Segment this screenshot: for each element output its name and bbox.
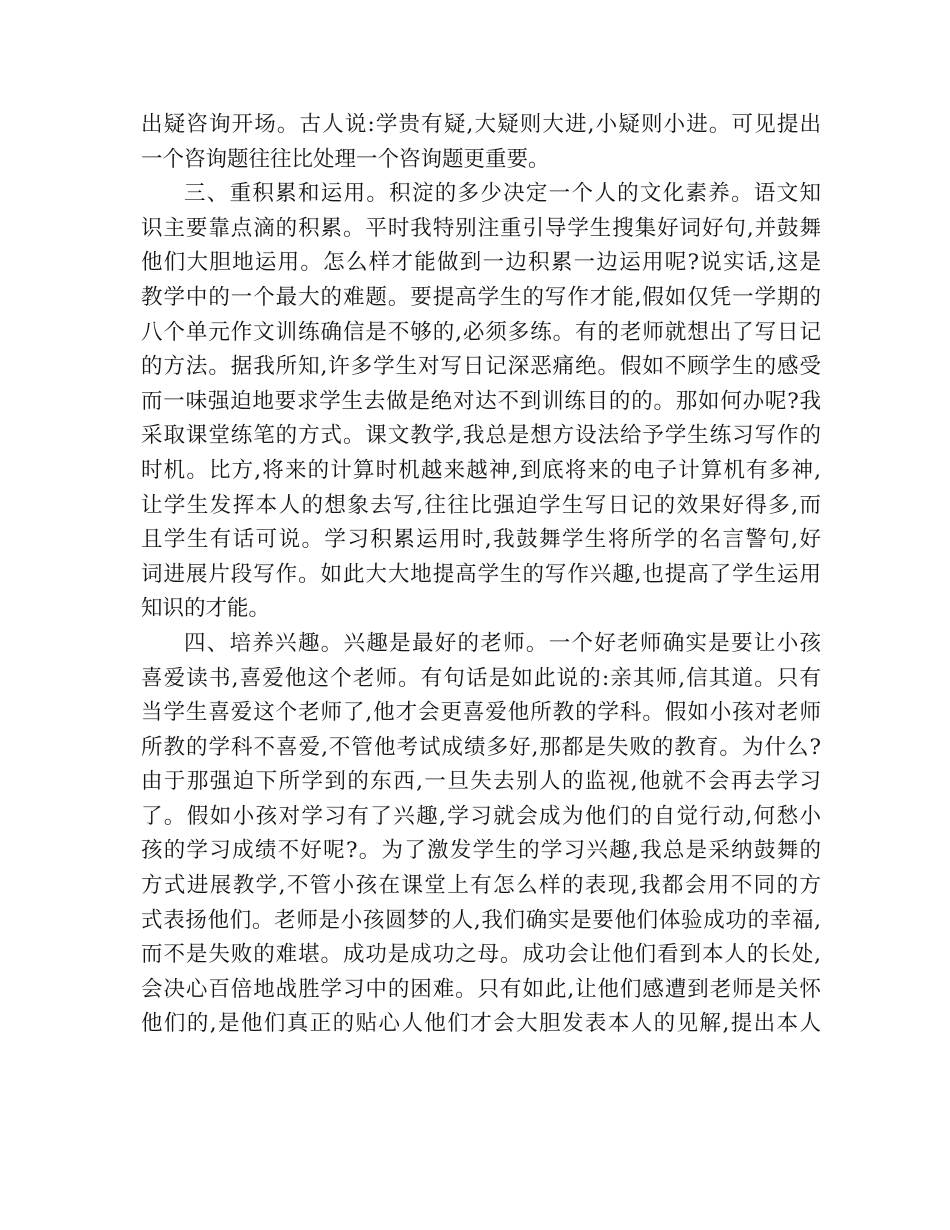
text-line: 方式进展教学,不管小孩在课堂上有怎么样的表现,我都会用不同的方	[141, 873, 821, 899]
text-line: 而不是失败的难堪。成功是成功之母。成功会让他们看到本人的长处,	[141, 942, 821, 968]
text-line: 知识的才能。	[141, 596, 271, 622]
paragraph-first-line: 四、培养兴趣。兴趣是最好的老师。一个好老师确实是要让小孩	[184, 630, 821, 656]
text-line: 且学生有话可说。学习积累运用时,我鼓舞学生将所学的名言警句,好	[141, 527, 821, 553]
text-line: 会决心百倍地战胜学习中的困难。只有如此,让他们感遭到老师是关怀	[141, 976, 821, 1002]
text-line: 他们大胆地运用。怎么样才能做到一边积累一边运用呢?说实话,这是	[141, 250, 821, 276]
text-line: 一个咨询题往往比处理一个咨询题更重要。	[141, 146, 550, 172]
text-line: 出疑咨询开场。古人说:学贵有疑,大疑则大进,小疑则小进。可见提出	[141, 112, 821, 137]
text-line: 喜爱读书,喜爱他这个老师。有句话是如此说的:亲其师,信其道。只有	[141, 665, 821, 691]
text-line: 的方法。据我所知,许多学生对写日记深恶痛绝。假如不顾学生的感受	[141, 354, 821, 380]
text-line: 式表扬他们。老师是小孩圆梦的人,我们确实是要他们体验成功的幸福,	[141, 907, 821, 933]
text-line: 了。假如小孩对学习有了兴趣,学习就会成为他们的自觉行动,何愁小	[141, 803, 821, 829]
text-line: 而一味强迫地要求学生去做是绝对达不到训练目的的。那如何办呢?我	[141, 388, 821, 414]
text-line: 识主要靠点滴的积累。平时我特别注重引导学生搜集好词好句,并鼓舞	[141, 215, 821, 241]
text-line: 采取课堂练笔的方式。课文教学,我总是想方设法给予学生练习写作的	[141, 423, 821, 449]
paragraph-first-line: 三、重积累和运用。积淀的多少决定一个人的文化素养。语文知	[184, 181, 821, 207]
text-line: 孩的学习成绩不好呢?。为了激发学生的学习兴趣,我总是采纳鼓舞的	[141, 838, 821, 864]
text-line: 教学中的一个最大的难题。要提高学生的写作才能,假如仅凭一学期的	[141, 284, 821, 310]
text-line: 让学生发挥本人的想象去写,往往比强迫学生写日记的效果好得多,而	[141, 492, 821, 518]
text-line: 他们的,是他们真正的贴心人他们才会大胆发表本人的见解,提出本人	[141, 1011, 821, 1037]
body-text	[141, 108, 821, 1042]
text-line: 所教的学科不喜爱,不管他考试成绩多好,那都是失败的教育。为什么?	[141, 734, 821, 760]
text-line: 词进展片段写作。如此大大地提高学生的写作兴趣,也提高了学生运用	[141, 561, 821, 587]
text-line: 当学生喜爱这个老师了,他才会更喜爱他所教的学科。假如小孩对老师	[141, 700, 821, 726]
text-line: 由于那强迫下所学到的东西,一旦失去别人的监视,他就不会再去学习	[141, 769, 821, 795]
text-line: 时机。比方,将来的计算时机越来越神,到底将来的电子计算机有多神,	[141, 457, 821, 483]
text-line: 八个单元作文训练确信是不够的,必须多练。有的老师就想出了写日记	[141, 319, 821, 345]
